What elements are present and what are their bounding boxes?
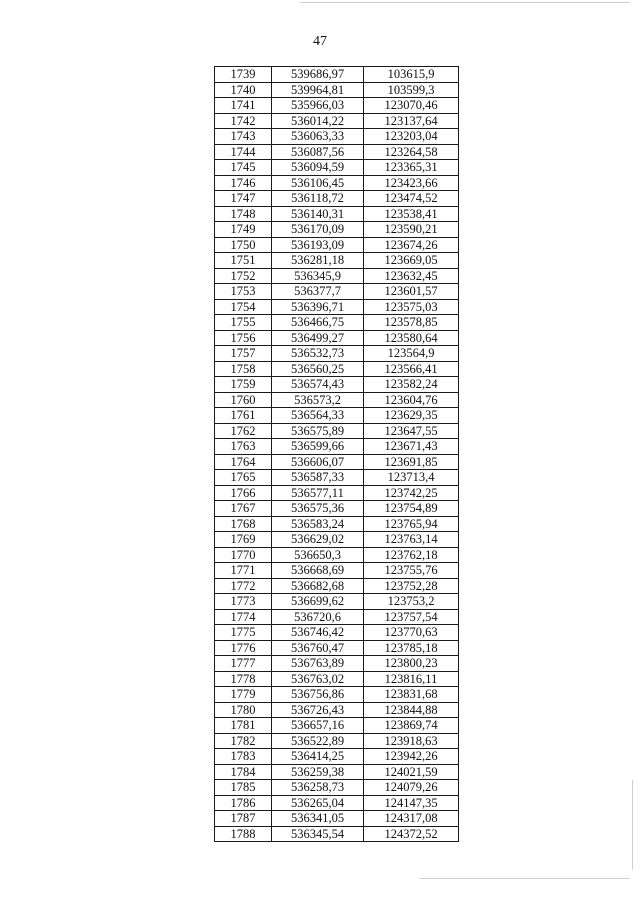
- point-number-cell: 1784: [215, 764, 272, 780]
- table-row: [215, 423, 459, 439]
- point-number-cell: 1770: [215, 547, 272, 563]
- x-coordinate-cell: 536265,04: [272, 795, 364, 811]
- table-row: [215, 284, 459, 300]
- y-coordinate-cell: 123691,85: [364, 454, 459, 470]
- x-coordinate-cell: 536575,36: [272, 501, 364, 517]
- x-coordinate-cell: 536682,68: [272, 578, 364, 594]
- x-coordinate-cell: 539686,97: [272, 67, 364, 83]
- point-number-cell: 1749: [215, 222, 272, 238]
- table-row: [215, 237, 459, 253]
- x-coordinate-cell: 536560,25: [272, 361, 364, 377]
- x-coordinate-cell: 536575,89: [272, 423, 364, 439]
- y-coordinate-cell: 123564,9: [364, 346, 459, 362]
- table-row: [215, 733, 459, 749]
- y-coordinate-cell: 123752,28: [364, 578, 459, 594]
- point-number-cell: 1752: [215, 268, 272, 284]
- point-number-cell: 1760: [215, 392, 272, 408]
- point-number-cell: 1766: [215, 485, 272, 501]
- point-number-cell: 1762: [215, 423, 272, 439]
- table-row: [215, 578, 459, 594]
- x-coordinate-cell: 536577,11: [272, 485, 364, 501]
- point-number-cell: 1745: [215, 160, 272, 176]
- point-number-cell: 1744: [215, 144, 272, 160]
- point-number-cell: 1788: [215, 826, 272, 842]
- point-number-cell: 1764: [215, 454, 272, 470]
- x-coordinate-cell: 536587,33: [272, 470, 364, 486]
- point-number-cell: 1757: [215, 346, 272, 362]
- table-row: [215, 749, 459, 765]
- point-number-cell: 1742: [215, 113, 272, 129]
- y-coordinate-cell: 123713,4: [364, 470, 459, 486]
- y-coordinate-cell: 123765,94: [364, 516, 459, 532]
- x-coordinate-cell: 536650,3: [272, 547, 364, 563]
- point-number-cell: 1761: [215, 408, 272, 424]
- table-row: [215, 299, 459, 315]
- point-number-cell: 1774: [215, 609, 272, 625]
- table-row: [215, 764, 459, 780]
- x-coordinate-cell: 536657,16: [272, 718, 364, 734]
- table-row: [215, 501, 459, 517]
- table-row: [215, 315, 459, 331]
- table-row: [215, 671, 459, 687]
- y-coordinate-cell: 123601,57: [364, 284, 459, 300]
- x-coordinate-cell: 536726,43: [272, 702, 364, 718]
- point-number-cell: 1785: [215, 780, 272, 796]
- table-row: [215, 222, 459, 238]
- y-coordinate-cell: 123844,88: [364, 702, 459, 718]
- table-row: [215, 718, 459, 734]
- x-coordinate-cell: 536106,45: [272, 175, 364, 191]
- y-coordinate-cell: 123918,63: [364, 733, 459, 749]
- y-coordinate-cell: 123647,55: [364, 423, 459, 439]
- y-coordinate-cell: 123942,26: [364, 749, 459, 765]
- y-coordinate-cell: 123674,26: [364, 237, 459, 253]
- y-coordinate-cell: 123582,24: [364, 377, 459, 393]
- x-coordinate-cell: 536170,09: [272, 222, 364, 238]
- x-coordinate-cell: 536763,02: [272, 671, 364, 687]
- x-coordinate-cell: 536583,24: [272, 516, 364, 532]
- y-coordinate-cell: 123137,64: [364, 113, 459, 129]
- table-row: [215, 144, 459, 160]
- y-coordinate-cell: 123566,41: [364, 361, 459, 377]
- y-coordinate-cell: 123632,45: [364, 268, 459, 284]
- point-number-cell: 1768: [215, 516, 272, 532]
- x-coordinate-cell: 536258,73: [272, 780, 364, 796]
- x-coordinate-cell: 536345,9: [272, 268, 364, 284]
- point-number-cell: 1741: [215, 98, 272, 114]
- table-row: [215, 392, 459, 408]
- x-coordinate-cell: 536573,2: [272, 392, 364, 408]
- table-row: [215, 129, 459, 145]
- y-coordinate-cell: 123669,05: [364, 253, 459, 269]
- y-coordinate-cell: 123575,03: [364, 299, 459, 315]
- scan-edge-top: [300, 2, 630, 3]
- point-number-cell: 1782: [215, 733, 272, 749]
- table-row: [215, 687, 459, 703]
- point-number-cell: 1776: [215, 640, 272, 656]
- y-coordinate-cell: 123423,66: [364, 175, 459, 191]
- x-coordinate-cell: 536720,6: [272, 609, 364, 625]
- table-row: [215, 795, 459, 811]
- y-coordinate-cell: 103599,3: [364, 82, 459, 98]
- x-coordinate-cell: 536756,86: [272, 687, 364, 703]
- table-row: [215, 206, 459, 222]
- x-coordinate-cell: 536087,56: [272, 144, 364, 160]
- table-row: [215, 594, 459, 610]
- table-row: [215, 330, 459, 346]
- y-coordinate-cell: 123800,23: [364, 656, 459, 672]
- point-number-cell: 1743: [215, 129, 272, 145]
- y-coordinate-cell: 124079,26: [364, 780, 459, 796]
- table-row: [215, 268, 459, 284]
- table-row: [215, 454, 459, 470]
- x-coordinate-cell: 536377,7: [272, 284, 364, 300]
- table-row: [215, 361, 459, 377]
- y-coordinate-cell: 123742,25: [364, 485, 459, 501]
- table-row: [215, 811, 459, 827]
- point-number-cell: 1751: [215, 253, 272, 269]
- point-number-cell: 1740: [215, 82, 272, 98]
- x-coordinate-cell: 536014,22: [272, 113, 364, 129]
- y-coordinate-cell: 123757,54: [364, 609, 459, 625]
- y-coordinate-cell: 123671,43: [364, 439, 459, 455]
- y-coordinate-cell: 123831,68: [364, 687, 459, 703]
- y-coordinate-cell: 123580,64: [364, 330, 459, 346]
- point-number-cell: 1777: [215, 656, 272, 672]
- y-coordinate-cell: 124021,59: [364, 764, 459, 780]
- y-coordinate-cell: 123762,18: [364, 547, 459, 563]
- table-row: [215, 470, 459, 486]
- y-coordinate-cell: 124147,35: [364, 795, 459, 811]
- table-row: [215, 826, 459, 842]
- scan-edge-bottom: [420, 878, 630, 879]
- y-coordinate-cell: 123629,35: [364, 408, 459, 424]
- x-coordinate-cell: 536396,71: [272, 299, 364, 315]
- x-coordinate-cell: 536259,38: [272, 764, 364, 780]
- x-coordinate-cell: 536699,62: [272, 594, 364, 610]
- scan-edge-right: [632, 780, 633, 870]
- table-row: [215, 656, 459, 672]
- y-coordinate-cell: 123474,52: [364, 191, 459, 207]
- point-number-cell: 1750: [215, 237, 272, 253]
- table-row: [215, 516, 459, 532]
- x-coordinate-cell: 536063,33: [272, 129, 364, 145]
- table-row: [215, 67, 459, 83]
- table-row: [215, 547, 459, 563]
- point-number-cell: 1780: [215, 702, 272, 718]
- point-number-cell: 1747: [215, 191, 272, 207]
- point-number-cell: 1771: [215, 563, 272, 579]
- y-coordinate-cell: 123264,58: [364, 144, 459, 160]
- point-number-cell: 1783: [215, 749, 272, 765]
- y-coordinate-cell: 103615,9: [364, 67, 459, 83]
- y-coordinate-cell: 123365,31: [364, 160, 459, 176]
- point-number-cell: 1779: [215, 687, 272, 703]
- x-coordinate-cell: 536763,89: [272, 656, 364, 672]
- y-coordinate-cell: 123070,46: [364, 98, 459, 114]
- table-row: [215, 640, 459, 656]
- x-coordinate-cell: 536629,02: [272, 532, 364, 548]
- y-coordinate-cell: 123753,2: [364, 594, 459, 610]
- y-coordinate-cell: 123590,21: [364, 222, 459, 238]
- x-coordinate-cell: 539964,81: [272, 82, 364, 98]
- x-coordinate-cell: 535966,03: [272, 98, 364, 114]
- table-row: [215, 702, 459, 718]
- y-coordinate-cell: 123785,18: [364, 640, 459, 656]
- point-number-cell: 1753: [215, 284, 272, 300]
- point-number-cell: 1773: [215, 594, 272, 610]
- x-coordinate-cell: 536345,54: [272, 826, 364, 842]
- x-coordinate-cell: 536606,07: [272, 454, 364, 470]
- x-coordinate-cell: 536414,25: [272, 749, 364, 765]
- table-row: [215, 175, 459, 191]
- y-coordinate-cell: 123203,04: [364, 129, 459, 145]
- y-coordinate-cell: 124372,52: [364, 826, 459, 842]
- point-number-cell: 1772: [215, 578, 272, 594]
- point-number-cell: 1767: [215, 501, 272, 517]
- x-coordinate-cell: 536140,31: [272, 206, 364, 222]
- point-number-cell: 1763: [215, 439, 272, 455]
- x-coordinate-cell: 536746,42: [272, 625, 364, 641]
- table-row: [215, 160, 459, 176]
- point-number-cell: 1787: [215, 811, 272, 827]
- point-number-cell: 1748: [215, 206, 272, 222]
- table-row: [215, 780, 459, 796]
- point-number-cell: 1781: [215, 718, 272, 734]
- y-coordinate-cell: 123816,11: [364, 671, 459, 687]
- y-coordinate-cell: 124317,08: [364, 811, 459, 827]
- coordinates-table: [214, 66, 459, 842]
- table-row: [215, 563, 459, 579]
- point-number-cell: 1739: [215, 67, 272, 83]
- table-row: [215, 439, 459, 455]
- x-coordinate-cell: 536760,47: [272, 640, 364, 656]
- point-number-cell: 1758: [215, 361, 272, 377]
- table-row: [215, 113, 459, 129]
- point-number-cell: 1755: [215, 315, 272, 331]
- x-coordinate-cell: 536499,27: [272, 330, 364, 346]
- point-number-cell: 1759: [215, 377, 272, 393]
- table-row: [215, 532, 459, 548]
- page-number: 47: [313, 34, 327, 49]
- x-coordinate-cell: 536341,05: [272, 811, 364, 827]
- y-coordinate-cell: 123604,76: [364, 392, 459, 408]
- y-coordinate-cell: 123755,76: [364, 563, 459, 579]
- x-coordinate-cell: 536118,72: [272, 191, 364, 207]
- x-coordinate-cell: 536094,59: [272, 160, 364, 176]
- table-row: [215, 408, 459, 424]
- table-row: [215, 98, 459, 114]
- point-number-cell: 1746: [215, 175, 272, 191]
- y-coordinate-cell: 123538,41: [364, 206, 459, 222]
- y-coordinate-cell: 123869,74: [364, 718, 459, 734]
- point-number-cell: 1786: [215, 795, 272, 811]
- table-row: [215, 346, 459, 362]
- x-coordinate-cell: 536574,43: [272, 377, 364, 393]
- y-coordinate-cell: 123754,89: [364, 501, 459, 517]
- table-row: [215, 191, 459, 207]
- y-coordinate-cell: 123770,63: [364, 625, 459, 641]
- point-number-cell: 1769: [215, 532, 272, 548]
- x-coordinate-cell: 536522,89: [272, 733, 364, 749]
- x-coordinate-cell: 536599,66: [272, 439, 364, 455]
- table-row: [215, 625, 459, 641]
- coordinates-table-body: [215, 67, 459, 842]
- x-coordinate-cell: 536668,69: [272, 563, 364, 579]
- y-coordinate-cell: 123763,14: [364, 532, 459, 548]
- table-row: [215, 82, 459, 98]
- y-coordinate-cell: 123578,85: [364, 315, 459, 331]
- table-row: [215, 609, 459, 625]
- x-coordinate-cell: 536564,33: [272, 408, 364, 424]
- table-row: [215, 485, 459, 501]
- point-number-cell: 1775: [215, 625, 272, 641]
- table-row: [215, 253, 459, 269]
- x-coordinate-cell: 536193,09: [272, 237, 364, 253]
- point-number-cell: 1754: [215, 299, 272, 315]
- point-number-cell: 1756: [215, 330, 272, 346]
- point-number-cell: 1765: [215, 470, 272, 486]
- table-row: [215, 377, 459, 393]
- x-coordinate-cell: 536281,18: [272, 253, 364, 269]
- x-coordinate-cell: 536532,73: [272, 346, 364, 362]
- x-coordinate-cell: 536466,75: [272, 315, 364, 331]
- point-number-cell: 1778: [215, 671, 272, 687]
